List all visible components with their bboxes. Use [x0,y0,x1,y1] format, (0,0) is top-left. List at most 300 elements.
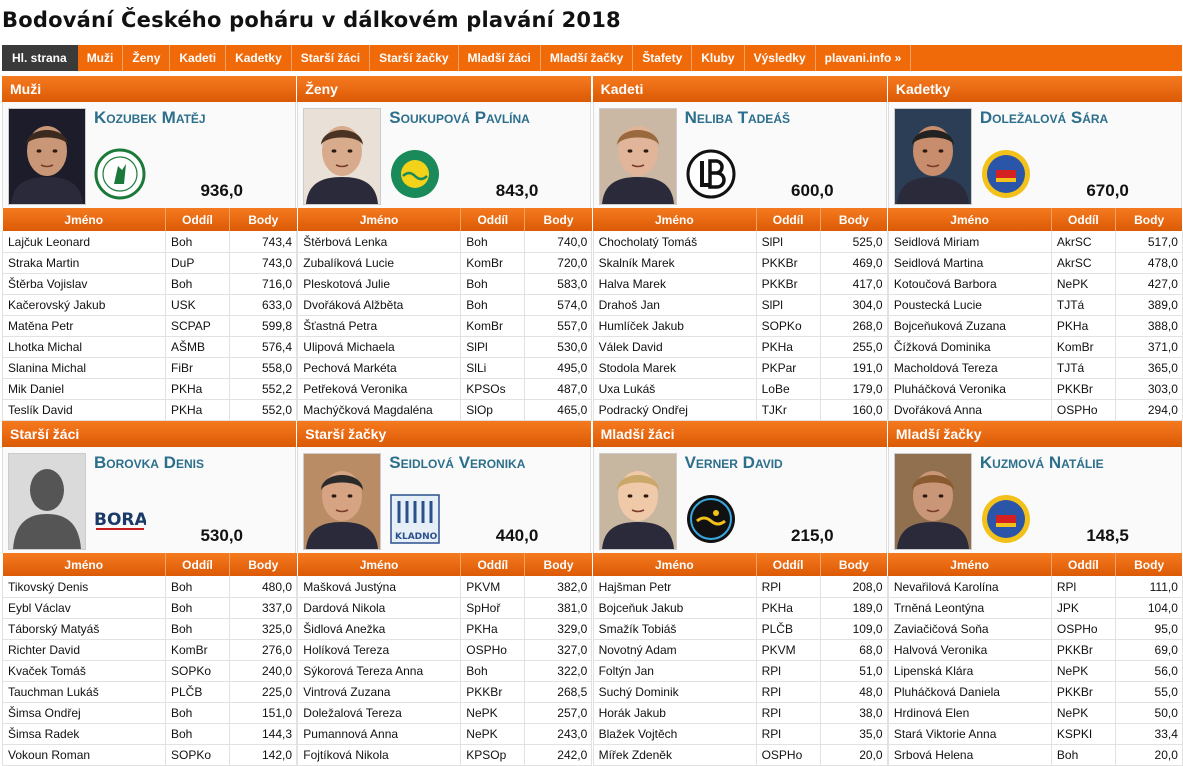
swimmer-points: 151,0 [230,703,297,724]
swimmer-points: 599,8 [230,316,297,337]
table-row [593,358,887,379]
swimmer-name[interactable]: Hajšman Petr [593,576,756,598]
swimmer-points: 303,0 [1115,379,1182,400]
plavecky-klub-slavia-plzen-logo [389,148,441,200]
table-row [593,316,887,337]
swimmer-points: 525,0 [820,231,887,253]
ranking-table [593,553,888,766]
panel-title[interactable]: Mladší žačky [888,421,1182,447]
swimmer-points: 389,0 [1115,295,1182,316]
swimmer-name[interactable]: Tauchman Lukáš [3,682,166,703]
swimmer-points: 160,0 [820,400,887,421]
swimmer-name[interactable]: Pluháčková Veronika [888,379,1051,400]
swimmer-name[interactable]: Pluháčková Daniela [888,682,1051,703]
table-row [3,274,297,295]
category-panel-mladsi-zaci [593,421,887,764]
leader-photo [599,108,677,205]
swimmer-name[interactable]: Kotoučová Barbora [888,274,1051,295]
leader-photo [8,453,86,550]
swimmer-name[interactable]: Nevařilová Karolína [888,576,1051,598]
swimmer-name[interactable]: Dardová Nikola [298,598,461,619]
table-row [593,619,887,640]
leader-name[interactable]: Seidlová Veronika [389,453,526,472]
swimmer-name[interactable]: Sýkorová Tereza Anna [298,661,461,682]
leader-photo [599,453,677,550]
swimmer-name[interactable]: Štěrbová Lenka [298,231,461,253]
swimmer-name[interactable]: Pechová Markéta [298,358,461,379]
swimmer-points: 304,0 [820,295,887,316]
swimmer-name[interactable]: Novotný Adam [593,640,756,661]
column-header-name: Jméno [3,553,166,576]
swimmer-name[interactable]: Mik Daniel [3,379,166,400]
column-header-points: Body [230,208,297,231]
table-row [298,316,592,337]
swimmer-name[interactable]: Eybl Václav [3,598,166,619]
panel-title[interactable]: Kadetky [888,76,1182,102]
ranking-table [593,208,888,421]
swimmer-name[interactable]: Dvořáková Anna [888,400,1051,421]
swimmer-points: 583,0 [525,274,592,295]
column-header-name: Jméno [593,553,756,576]
swimmer-club: RPl [756,661,820,682]
category-panel-starsi-zaci [2,421,296,764]
table-row [3,576,297,598]
table-row [298,274,592,295]
swimmer-name[interactable]: Halva Marek [593,274,756,295]
leader-photo [894,108,972,205]
swimmer-name[interactable]: Holíková Tereza [298,640,461,661]
swimmer-points: 558,0 [230,358,297,379]
swimmer-points: 104,0 [1115,598,1182,619]
swimmer-club: OSPHo [1051,400,1115,421]
swimmer-points: 329,0 [525,619,592,640]
table-row [593,745,887,766]
swimmer-points: 189,0 [820,598,887,619]
swimmer-club: PLČB [756,619,820,640]
swimmer-points: 743,0 [230,253,297,274]
table-row [593,400,887,421]
swimmer-name[interactable]: Pleskotová Julie [298,274,461,295]
swimmer-name[interactable]: Válek David [593,337,756,358]
leader-points: 600,0 [791,181,834,200]
swimmer-name[interactable]: Slanina Michal [3,358,166,379]
table-row [593,724,887,745]
table-row [3,379,297,400]
column-header-points: Body [1115,553,1182,576]
nav-starsi-zaci[interactable]: Starší žáci [292,45,370,71]
swimmer-name[interactable]: Richter David [3,640,166,661]
table-row [298,231,592,253]
lb-club-logo [685,148,737,200]
swimmer-points: 225,0 [230,682,297,703]
swimmer-name[interactable]: Lajčuk Leonard [3,231,166,253]
swimmer-club: KSPKI [1051,724,1115,745]
swimmer-club: PKPar [756,358,820,379]
swimmer-club: PKHa [756,337,820,358]
swimmer-name[interactable]: Stará Viktorie Anna [888,724,1051,745]
table-row [888,358,1182,379]
swimmer-name[interactable]: Zubalíková Lucie [298,253,461,274]
leader-card [888,102,1182,208]
swimmer-points: 144,3 [230,724,297,745]
swimmer-name[interactable]: Kvaček Tomáš [3,661,166,682]
swimmer-points: 517,0 [1115,231,1182,253]
table-row [3,745,297,766]
swimmer-club: AkrSC [1051,231,1115,253]
swimmer-club: KomBr [461,253,525,274]
table-row [298,598,592,619]
swimmer-name[interactable]: Mířek Zdeněk [593,745,756,766]
swimmer-name[interactable]: Matěna Petr [3,316,166,337]
swimmer-name[interactable]: Vokoun Roman [3,745,166,766]
column-header-club: Oddíl [756,208,820,231]
column-header-points: Body [820,553,887,576]
table-row [3,231,297,253]
table-row [888,274,1182,295]
swimmer-points: 382,0 [525,576,592,598]
swimmer-club: KomBr [1051,337,1115,358]
table-row [3,724,297,745]
swimmer-name[interactable]: Foltýn Jan [593,661,756,682]
swimmer-points: 255,0 [820,337,887,358]
panel-title[interactable]: Kadeti [593,76,887,102]
swimmer-club: AkrSC [1051,253,1115,274]
column-header-club: Oddíl [1051,553,1115,576]
table-row [593,703,887,724]
bora-logo [94,493,146,545]
swimmer-points: 427,0 [1115,274,1182,295]
panel-title[interactable]: Mladší žáci [593,421,887,447]
swimmer-club: PLČB [166,682,230,703]
table-row [888,379,1182,400]
leader-name[interactable]: Doležalová Sára [979,108,1109,127]
table-row [888,703,1182,724]
sportcentrum-trebic-logo [980,148,1032,200]
swimmer-name[interactable]: Dvořáková Alžběta [298,295,461,316]
panel-title[interactable]: Muži [2,76,296,102]
nav-starsi-zacky[interactable]: Starší žačky [370,45,458,71]
swimmer-points: 33,4 [1115,724,1182,745]
column-header-club: Oddíl [166,208,230,231]
table-row [298,640,592,661]
swimmer-club: RPl [756,576,820,598]
swimmer-points: 55,0 [1115,682,1182,703]
table-row [298,619,592,640]
column-header-points: Body [525,553,592,576]
swimmer-club: SlPl [756,295,820,316]
swimmer-points: 109,0 [820,619,887,640]
swimmer-name[interactable]: Trněná Leontýna [888,598,1051,619]
main-nav [2,45,1182,71]
swimmer-name[interactable]: Petřeková Veronika [298,379,461,400]
swimmer-name[interactable]: Podracký Ondřej [593,400,756,421]
swimmer-name[interactable]: Teslík David [3,400,166,421]
column-header-club: Oddíl [756,553,820,576]
column-header-club: Oddíl [1051,208,1115,231]
table-row [888,640,1182,661]
swimmer-club: SlPl [461,337,525,358]
leader-points: 936,0 [200,181,243,200]
column-header-name: Jméno [3,208,166,231]
swimmer-points: 142,0 [230,745,297,766]
swimmer-name[interactable]: Chocholatý Tomáš [593,231,756,253]
swimmer-club: PKVM [461,576,525,598]
swimmer-name[interactable]: Drahoš Jan [593,295,756,316]
swimmer-name[interactable]: Srbová Helena [888,745,1051,766]
nav-kluby[interactable]: Kluby [692,45,744,71]
swimmer-points: 322,0 [525,661,592,682]
swimmer-club: SlOp [461,400,525,421]
table-row [593,379,887,400]
category-panel-zeny [297,76,591,419]
swimmer-club: Boh [166,231,230,253]
panel-title[interactable]: Ženy [297,76,591,102]
nav-plavani-info[interactable]: plavani.info » [816,45,912,71]
swimmer-name[interactable]: Halvová Veronika [888,640,1051,661]
swimmer-points: 720,0 [525,253,592,274]
swimmer-points: 243,0 [525,724,592,745]
swimmer-name[interactable]: Štěrba Vojislav [3,274,166,295]
swimmer-name[interactable]: Vintrová Zuzana [298,682,461,703]
column-header-points: Body [230,553,297,576]
swimmer-club: SOPKo [166,745,230,766]
swimmer-name[interactable]: Stodola Marek [593,358,756,379]
swimmer-points: 294,0 [1115,400,1182,421]
table-row [298,745,592,766]
nav-zeny[interactable]: Ženy [123,45,170,71]
table-row [298,682,592,703]
svg-text:KLADNO: KLADNO [395,532,438,542]
leader-name[interactable]: Kuzmová Natálie [979,453,1104,472]
swimmer-name[interactable]: Tikovský Denis [3,576,166,598]
leader-card [2,102,296,208]
swimmer-points: 576,4 [230,337,297,358]
swimmer-points: 381,0 [525,598,592,619]
swimmer-club: LoBe [756,379,820,400]
swimmer-points: 191,0 [820,358,887,379]
swimmer-name[interactable]: Macholdová Tereza [888,358,1051,379]
table-row [298,661,592,682]
swimmer-points: 95,0 [1115,619,1182,640]
swimmer-club: Boh [461,661,525,682]
swimmer-club: KomBr [166,640,230,661]
table-row [888,682,1182,703]
nav-muzi[interactable]: Muži [78,45,124,71]
table-row [888,619,1182,640]
swimmer-club: PKHa [1051,316,1115,337]
leader-name[interactable]: Soukupová Pavlína [389,108,530,127]
leader-card [297,447,591,553]
swimmer-club: OSPHo [756,745,820,766]
leader-card [593,447,887,553]
swimmer-club: TJTá [1051,358,1115,379]
swimmer-points: 469,0 [820,253,887,274]
leader-name[interactable]: Borovka Denis [94,453,204,472]
nav-kadetky[interactable]: Kadetky [226,45,292,71]
table-row [298,337,592,358]
swimmer-club: Boh [461,231,525,253]
swimmer-name[interactable]: Poustecká Lucie [888,295,1051,316]
leader-points: 843,0 [495,181,539,200]
swimmer-club: OSPHo [1051,619,1115,640]
swimmer-club: PKKBr [461,682,525,703]
sportcentrum-trebic-logo [980,493,1032,545]
swimmer-points: 337,0 [230,598,297,619]
swimmer-name[interactable]: Humlíček Jakub [593,316,756,337]
leader-card [2,447,296,553]
leader-name[interactable]: Kozubek Matěj [94,108,206,127]
svg-text:BORA: BORA [94,510,146,530]
swimmer-name[interactable]: Blažek Vojtěch [593,724,756,745]
panel-title[interactable]: Starší žačky [297,421,591,447]
swimmer-club: SOPKo [166,661,230,682]
swimmer-club: JPK [1051,598,1115,619]
table-row [593,295,887,316]
swimmer-name[interactable]: Šimsa Radek [3,724,166,745]
swimmer-club: FiBr [166,358,230,379]
swimmer-club: PKHa [461,619,525,640]
swimmer-club: NePK [461,703,525,724]
swimmer-club: TJKr [756,400,820,421]
swimmer-name[interactable]: Bojceňuk Jakub [593,598,756,619]
swimmer-club: RPl [1051,576,1115,598]
swimmer-club: KPSOp [461,745,525,766]
swimmer-name[interactable]: Pumannová Anna [298,724,461,745]
nav-mladsi-zaci[interactable]: Mladší žáci [459,45,541,71]
swimmer-points: 69,0 [1115,640,1182,661]
table-row [3,640,297,661]
table-row [298,295,592,316]
swimmer-club: RPl [756,724,820,745]
column-header-club: Oddíl [166,553,230,576]
column-header-name: Jméno [888,553,1051,576]
leader-name[interactable]: Verner David [684,453,783,472]
table-row [3,703,297,724]
swimmer-club: PKKBr [756,253,820,274]
swimmer-name[interactable]: Bojceňuková Zuzana [888,316,1051,337]
table-row [298,724,592,745]
table-row [3,619,297,640]
leader-points: 215,0 [791,526,834,545]
table-row [3,358,297,379]
swimmer-points: 552,0 [230,400,297,421]
swimmer-name[interactable]: Doležalová Tereza [298,703,461,724]
column-header-points: Body [820,208,887,231]
table-row [298,400,592,421]
column-header-name: Jméno [888,208,1051,231]
swimmer-name[interactable]: Lhotka Michal [3,337,166,358]
category-panel-kadeti [593,76,887,419]
swimmer-club: USK [166,295,230,316]
table-row [593,598,887,619]
swimmer-points: 480,0 [230,576,297,598]
table-row [593,337,887,358]
swimmer-name[interactable]: Šidlová Anežka [298,619,461,640]
swimmer-points: 552,2 [230,379,297,400]
swimmer-club: PKKBr [1051,640,1115,661]
swimmer-name[interactable]: Seidlová Martina [888,253,1051,274]
swimmer-name[interactable]: Uxa Lukáš [593,379,756,400]
swimmer-points: 268,0 [820,316,887,337]
table-row [593,640,887,661]
swimmer-club: TJTá [1051,295,1115,316]
swimmer-name[interactable]: Mašková Justýna [298,576,461,598]
swimmer-club: SlLi [461,358,525,379]
swimmer-points: 388,0 [1115,316,1182,337]
swimmer-name[interactable]: Smažík Tobiáš [593,619,756,640]
column-header-points: Body [1115,208,1182,231]
swimmer-name[interactable]: Suchý Dominik [593,682,756,703]
leader-card [297,102,591,208]
swimmer-name[interactable]: Čížková Dominika [888,337,1051,358]
nav-stafety[interactable]: Štafety [633,45,692,71]
rankings-grid [2,76,1182,764]
swimmer-points: 478,0 [1115,253,1182,274]
table-row [888,661,1182,682]
swimmer-club: PKKBr [756,274,820,295]
swimmer-points: 365,0 [1115,358,1182,379]
table-row [3,316,297,337]
swimmer-name[interactable]: Seidlová Miriam [888,231,1051,253]
swimmer-club: Boh [461,295,525,316]
swimmer-points: 465,0 [525,400,592,421]
swimmer-name[interactable]: Straka Martin [3,253,166,274]
column-header-name: Jméno [298,553,461,576]
akrobati-kladno-logo [389,493,441,545]
ranking-table [2,553,297,766]
nav-hl-strana[interactable]: Hl. strana [2,45,78,71]
swimmer-club: Boh [166,598,230,619]
nav-kadeti[interactable]: Kadeti [170,45,226,71]
swimmer-club: PKHa [166,379,230,400]
column-header-points: Body [525,208,592,231]
table-row [3,400,297,421]
table-row [888,253,1182,274]
swimmer-name[interactable]: Machýčková Magdaléna [298,400,461,421]
leader-points: 148,5 [1086,526,1129,545]
table-row [593,576,887,598]
swimmer-name[interactable]: Kačerovský Jakub [3,295,166,316]
table-row [888,400,1182,421]
ranking-table [888,208,1183,421]
swimmer-name[interactable]: Hrdinová Elen [888,703,1051,724]
table-row [888,598,1182,619]
swimmer-name[interactable]: Fojtíková Nikola [298,745,461,766]
page-title: Bodování Českého poháru v dálkovém plavání 2018 [2,8,621,32]
table-row [888,316,1182,337]
swimmer-name[interactable]: Šimsa Ondřej [3,703,166,724]
swimmer-name[interactable]: Skalník Marek [593,253,756,274]
swimmer-club: DuP [166,253,230,274]
swimmer-club: Boh [166,274,230,295]
swimmer-name[interactable]: Horák Jakub [593,703,756,724]
swimmer-name[interactable]: Lipenská Klára [888,661,1051,682]
swimmer-club: Boh [1051,745,1115,766]
swimmer-name[interactable]: Šťastná Petra [298,316,461,337]
swimmer-points: 740,0 [525,231,592,253]
leader-name[interactable]: Neliba Tadeáš [684,108,790,127]
swimmer-name[interactable]: Táborský Matyáš [3,619,166,640]
swimmer-club: Boh [461,274,525,295]
swimmer-points: 56,0 [1115,661,1182,682]
nav-vysledky[interactable]: Výsledky [745,45,816,71]
table-row [593,661,887,682]
swimmer-name[interactable]: Zaviačičová Soňa [888,619,1051,640]
swimmer-name[interactable]: Ulipová Michaela [298,337,461,358]
nav-mladsi-zacky[interactable]: Mladší žačky [541,45,633,71]
leader-card [593,102,887,208]
panel-title[interactable]: Starší žáci [2,421,296,447]
